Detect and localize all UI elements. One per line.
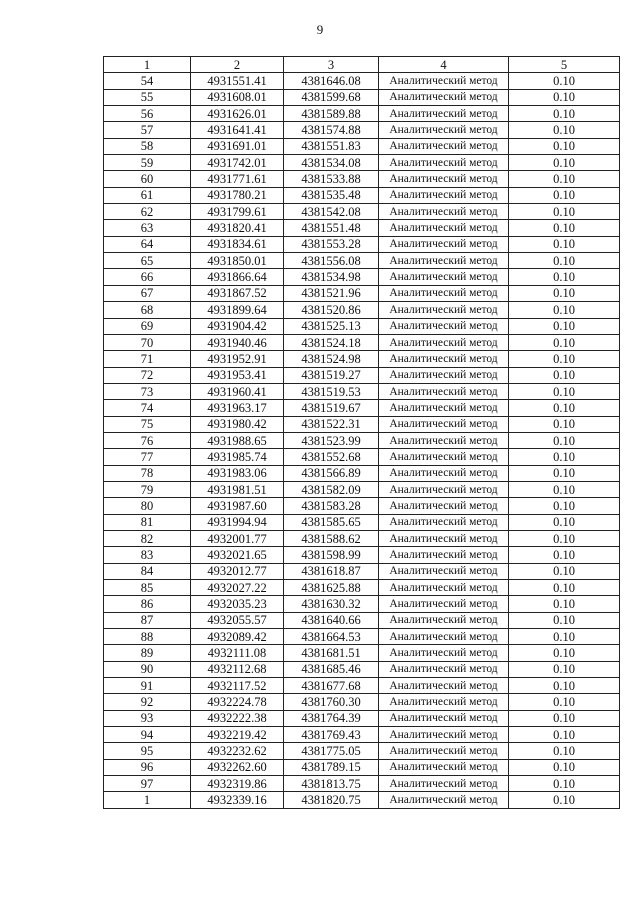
accuracy-cell: 0.10 [509,253,620,269]
method-cell: Аналитический метод [379,465,509,481]
table-row [104,285,620,301]
table-row [104,580,620,596]
accuracy-cell: 0.10 [509,727,620,743]
column-header: 4 [379,57,509,73]
y-coordinate-cell: 4381775.05 [284,743,379,759]
method-cell: Аналитический метод [379,678,509,694]
point-number-cell: 92 [104,694,191,710]
y-coordinate-cell: 4381551.83 [284,138,379,154]
x-coordinate-cell: 4931953.41 [191,367,284,383]
method-cell: Аналитический метод [379,302,509,318]
accuracy-cell: 0.10 [509,432,620,448]
table-row [104,318,620,334]
y-coordinate-cell: 4381630.32 [284,596,379,612]
accuracy-cell: 0.10 [509,710,620,726]
point-number-cell: 61 [104,187,191,203]
y-coordinate-cell: 4381769.43 [284,727,379,743]
accuracy-cell: 0.10 [509,89,620,105]
table-row [104,776,620,792]
accuracy-cell: 0.10 [509,269,620,285]
method-cell: Аналитический метод [379,400,509,416]
y-coordinate-cell: 4381519.27 [284,367,379,383]
point-number-cell: 60 [104,171,191,187]
table-body [104,73,620,808]
method-cell: Аналитический метод [379,449,509,465]
y-coordinate-cell: 4381625.88 [284,580,379,596]
table-row [104,236,620,252]
accuracy-cell: 0.10 [509,334,620,350]
accuracy-cell: 0.10 [509,220,620,236]
method-cell: Аналитический метод [379,351,509,367]
x-coordinate-cell: 4932055.57 [191,612,284,628]
point-number-cell: 91 [104,678,191,694]
method-cell: Аналитический метод [379,776,509,792]
table-row [104,612,620,628]
table-row [104,645,620,661]
y-coordinate-cell: 4381599.68 [284,89,379,105]
y-coordinate-cell: 4381685.46 [284,661,379,677]
method-cell: Аналитический метод [379,106,509,122]
table-row [104,432,620,448]
method-cell: Аналитический метод [379,334,509,350]
accuracy-cell: 0.10 [509,694,620,710]
y-coordinate-cell: 4381583.28 [284,498,379,514]
accuracy-cell: 0.10 [509,236,620,252]
y-coordinate-cell: 4381598.99 [284,547,379,563]
y-coordinate-cell: 4381556.08 [284,253,379,269]
point-number-cell: 77 [104,449,191,465]
y-coordinate-cell: 4381681.51 [284,645,379,661]
x-coordinate-cell: 4931985.74 [191,449,284,465]
y-coordinate-cell: 4381677.68 [284,678,379,694]
point-number-cell: 66 [104,269,191,285]
accuracy-cell: 0.10 [509,759,620,775]
x-coordinate-cell: 4931780.21 [191,187,284,203]
method-cell: Аналитический метод [379,547,509,563]
y-coordinate-cell: 4381820.75 [284,792,379,808]
point-number-cell: 55 [104,89,191,105]
point-number-cell: 72 [104,367,191,383]
method-cell: Аналитический метод [379,220,509,236]
accuracy-cell: 0.10 [509,645,620,661]
accuracy-cell: 0.10 [509,106,620,122]
accuracy-cell: 0.10 [509,465,620,481]
table-row [104,106,620,122]
method-cell: Аналитический метод [379,138,509,154]
method-cell: Аналитический метод [379,743,509,759]
table-row [104,122,620,138]
table-header-row [104,57,620,73]
point-number-cell: 76 [104,432,191,448]
x-coordinate-cell: 4931994.94 [191,514,284,530]
x-coordinate-cell: 4931963.17 [191,400,284,416]
point-number-cell: 79 [104,481,191,497]
x-coordinate-cell: 4931899.64 [191,302,284,318]
y-coordinate-cell: 4381589.88 [284,106,379,122]
x-coordinate-cell: 4931551.41 [191,73,284,89]
y-coordinate-cell: 4381525.13 [284,318,379,334]
y-coordinate-cell: 4381542.08 [284,204,379,220]
y-coordinate-cell: 4381519.67 [284,400,379,416]
table-row [104,743,620,759]
point-number-cell: 97 [104,776,191,792]
x-coordinate-cell: 4932219.42 [191,727,284,743]
x-coordinate-cell: 4932222.38 [191,710,284,726]
point-number-cell: 1 [104,792,191,808]
accuracy-cell: 0.10 [509,122,620,138]
point-number-cell: 87 [104,612,191,628]
x-coordinate-cell: 4931904.42 [191,318,284,334]
point-number-cell: 94 [104,727,191,743]
x-coordinate-cell: 4932027.22 [191,580,284,596]
method-cell: Аналитический метод [379,318,509,334]
point-number-cell: 68 [104,302,191,318]
point-number-cell: 96 [104,759,191,775]
method-cell: Аналитический метод [379,629,509,645]
accuracy-cell: 0.10 [509,383,620,399]
point-number-cell: 82 [104,530,191,546]
y-coordinate-cell: 4381664.53 [284,629,379,645]
x-coordinate-cell: 4932089.42 [191,629,284,645]
y-coordinate-cell: 4381640.66 [284,612,379,628]
y-coordinate-cell: 4381535.48 [284,187,379,203]
table-row [104,547,620,563]
x-coordinate-cell: 4931960.41 [191,383,284,399]
accuracy-cell: 0.10 [509,530,620,546]
y-coordinate-cell: 4381566.89 [284,465,379,481]
method-cell: Аналитический метод [379,432,509,448]
table-row [104,514,620,530]
method-cell: Аналитический метод [379,710,509,726]
accuracy-cell: 0.10 [509,285,620,301]
x-coordinate-cell: 4932339.16 [191,792,284,808]
y-coordinate-cell: 4381588.62 [284,530,379,546]
accuracy-cell: 0.10 [509,514,620,530]
x-coordinate-cell: 4932232.62 [191,743,284,759]
accuracy-cell: 0.10 [509,792,620,808]
method-cell: Аналитический метод [379,122,509,138]
x-coordinate-cell: 4932262.60 [191,759,284,775]
accuracy-cell: 0.10 [509,580,620,596]
table-row [104,563,620,579]
y-coordinate-cell: 4381553.28 [284,236,379,252]
method-cell: Аналитический метод [379,514,509,530]
point-number-cell: 86 [104,596,191,612]
accuracy-cell: 0.10 [509,367,620,383]
table-row [104,530,620,546]
accuracy-cell: 0.10 [509,596,620,612]
point-number-cell: 88 [104,629,191,645]
accuracy-cell: 0.10 [509,776,620,792]
accuracy-cell: 0.10 [509,449,620,465]
table-row [104,449,620,465]
x-coordinate-cell: 4932224.78 [191,694,284,710]
x-coordinate-cell: 4931952.91 [191,351,284,367]
table-row [104,792,620,808]
y-coordinate-cell: 4381789.15 [284,759,379,775]
table-row [104,269,620,285]
accuracy-cell: 0.10 [509,155,620,171]
y-coordinate-cell: 4381585.65 [284,514,379,530]
accuracy-cell: 0.10 [509,73,620,89]
coordinates-table [103,56,620,809]
table-row [104,661,620,677]
method-cell: Аналитический метод [379,481,509,497]
column-header: 2 [191,57,284,73]
table-row [104,204,620,220]
method-cell: Аналитический метод [379,645,509,661]
point-number-cell: 93 [104,710,191,726]
y-coordinate-cell: 4381534.08 [284,155,379,171]
accuracy-cell: 0.10 [509,678,620,694]
y-coordinate-cell: 4381524.98 [284,351,379,367]
x-coordinate-cell: 4931626.01 [191,106,284,122]
point-number-cell: 65 [104,253,191,269]
method-cell: Аналитический метод [379,269,509,285]
accuracy-cell: 0.10 [509,302,620,318]
point-number-cell: 81 [104,514,191,530]
point-number-cell: 64 [104,236,191,252]
accuracy-cell: 0.10 [509,416,620,432]
x-coordinate-cell: 4931820.41 [191,220,284,236]
y-coordinate-cell: 4381574.88 [284,122,379,138]
x-coordinate-cell: 4931866.64 [191,269,284,285]
table-row [104,155,620,171]
x-coordinate-cell: 4932111.08 [191,645,284,661]
y-coordinate-cell: 4381534.98 [284,269,379,285]
point-number-cell: 78 [104,465,191,481]
table-row [104,253,620,269]
point-number-cell: 83 [104,547,191,563]
accuracy-cell: 0.10 [509,743,620,759]
page-number: 9 [316,22,324,37]
method-cell: Аналитический метод [379,596,509,612]
point-number-cell: 71 [104,351,191,367]
y-coordinate-cell: 4381520.86 [284,302,379,318]
table-row [104,89,620,105]
table-row [104,759,620,775]
point-number-cell: 54 [104,73,191,89]
accuracy-cell: 0.10 [509,661,620,677]
x-coordinate-cell: 4932001.77 [191,530,284,546]
table-row [104,416,620,432]
method-cell: Аналитический метод [379,727,509,743]
point-number-cell: 85 [104,580,191,596]
accuracy-cell: 0.10 [509,351,620,367]
y-coordinate-cell: 4381523.99 [284,432,379,448]
table-row [104,498,620,514]
point-number-cell: 62 [104,204,191,220]
table-row [104,171,620,187]
y-coordinate-cell: 4381582.09 [284,481,379,497]
x-coordinate-cell: 4931867.52 [191,285,284,301]
point-number-cell: 69 [104,318,191,334]
x-coordinate-cell: 4931988.65 [191,432,284,448]
table-row [104,465,620,481]
x-coordinate-cell: 4932117.52 [191,678,284,694]
y-coordinate-cell: 4381522.31 [284,416,379,432]
y-coordinate-cell: 4381521.96 [284,285,379,301]
column-header: 3 [284,57,379,73]
column-header: 5 [509,57,620,73]
accuracy-cell: 0.10 [509,612,620,628]
method-cell: Аналитический метод [379,236,509,252]
table-row [104,678,620,694]
table-row [104,694,620,710]
table-row [104,73,620,89]
method-cell: Аналитический метод [379,792,509,808]
point-number-cell: 57 [104,122,191,138]
point-number-cell: 56 [104,106,191,122]
table-row [104,629,620,645]
x-coordinate-cell: 4932112.68 [191,661,284,677]
method-cell: Аналитический метод [379,580,509,596]
accuracy-cell: 0.10 [509,498,620,514]
table-row [104,727,620,743]
table-row [104,367,620,383]
accuracy-cell: 0.10 [509,563,620,579]
method-cell: Аналитический метод [379,187,509,203]
accuracy-cell: 0.10 [509,187,620,203]
y-coordinate-cell: 4381618.87 [284,563,379,579]
table-row [104,710,620,726]
x-coordinate-cell: 4931608.01 [191,89,284,105]
method-cell: Аналитический метод [379,612,509,628]
method-cell: Аналитический метод [379,253,509,269]
column-header: 1 [104,57,191,73]
x-coordinate-cell: 4932012.77 [191,563,284,579]
accuracy-cell: 0.10 [509,204,620,220]
x-coordinate-cell: 4931691.01 [191,138,284,154]
table-row [104,138,620,154]
x-coordinate-cell: 4931987.60 [191,498,284,514]
table-row [104,481,620,497]
accuracy-cell: 0.10 [509,629,620,645]
point-number-cell: 59 [104,155,191,171]
point-number-cell: 67 [104,285,191,301]
table-row [104,220,620,236]
point-number-cell: 90 [104,661,191,677]
table-row [104,351,620,367]
table-row [104,302,620,318]
method-cell: Аналитический метод [379,694,509,710]
point-number-cell: 89 [104,645,191,661]
x-coordinate-cell: 4931983.06 [191,465,284,481]
table-row [104,400,620,416]
x-coordinate-cell: 4931940.46 [191,334,284,350]
method-cell: Аналитический метод [379,89,509,105]
method-cell: Аналитический метод [379,73,509,89]
point-number-cell: 84 [104,563,191,579]
accuracy-cell: 0.10 [509,171,620,187]
method-cell: Аналитический метод [379,285,509,301]
table-row [104,596,620,612]
accuracy-cell: 0.10 [509,138,620,154]
table-row [104,187,620,203]
x-coordinate-cell: 4931981.51 [191,481,284,497]
method-cell: Аналитический метод [379,171,509,187]
table-row [104,334,620,350]
method-cell: Аналитический метод [379,155,509,171]
y-coordinate-cell: 4381519.53 [284,383,379,399]
y-coordinate-cell: 4381533.88 [284,171,379,187]
point-number-cell: 75 [104,416,191,432]
accuracy-cell: 0.10 [509,481,620,497]
point-number-cell: 80 [104,498,191,514]
y-coordinate-cell: 4381760.30 [284,694,379,710]
point-number-cell: 63 [104,220,191,236]
method-cell: Аналитический метод [379,367,509,383]
x-coordinate-cell: 4931799.61 [191,204,284,220]
point-number-cell: 70 [104,334,191,350]
x-coordinate-cell: 4932021.65 [191,547,284,563]
x-coordinate-cell: 4931771.61 [191,171,284,187]
y-coordinate-cell: 4381551.48 [284,220,379,236]
method-cell: Аналитический метод [379,416,509,432]
y-coordinate-cell: 4381813.75 [284,776,379,792]
point-number-cell: 73 [104,383,191,399]
method-cell: Аналитический метод [379,498,509,514]
accuracy-cell: 0.10 [509,547,620,563]
x-coordinate-cell: 4932319.86 [191,776,284,792]
point-number-cell: 95 [104,743,191,759]
point-number-cell: 74 [104,400,191,416]
y-coordinate-cell: 4381764.39 [284,710,379,726]
method-cell: Аналитический метод [379,204,509,220]
y-coordinate-cell: 4381646.08 [284,73,379,89]
method-cell: Аналитический метод [379,530,509,546]
accuracy-cell: 0.10 [509,400,620,416]
y-coordinate-cell: 4381552.68 [284,449,379,465]
x-coordinate-cell: 4931742.01 [191,155,284,171]
method-cell: Аналитический метод [379,661,509,677]
x-coordinate-cell: 4931641.41 [191,122,284,138]
accuracy-cell: 0.10 [509,318,620,334]
method-cell: Аналитический метод [379,563,509,579]
x-coordinate-cell: 4932035.23 [191,596,284,612]
y-coordinate-cell: 4381524.18 [284,334,379,350]
point-number-cell: 58 [104,138,191,154]
method-cell: Аналитический метод [379,383,509,399]
table-row [104,383,620,399]
method-cell: Аналитический метод [379,759,509,775]
x-coordinate-cell: 4931850.01 [191,253,284,269]
x-coordinate-cell: 4931834.61 [191,236,284,252]
x-coordinate-cell: 4931980.42 [191,416,284,432]
